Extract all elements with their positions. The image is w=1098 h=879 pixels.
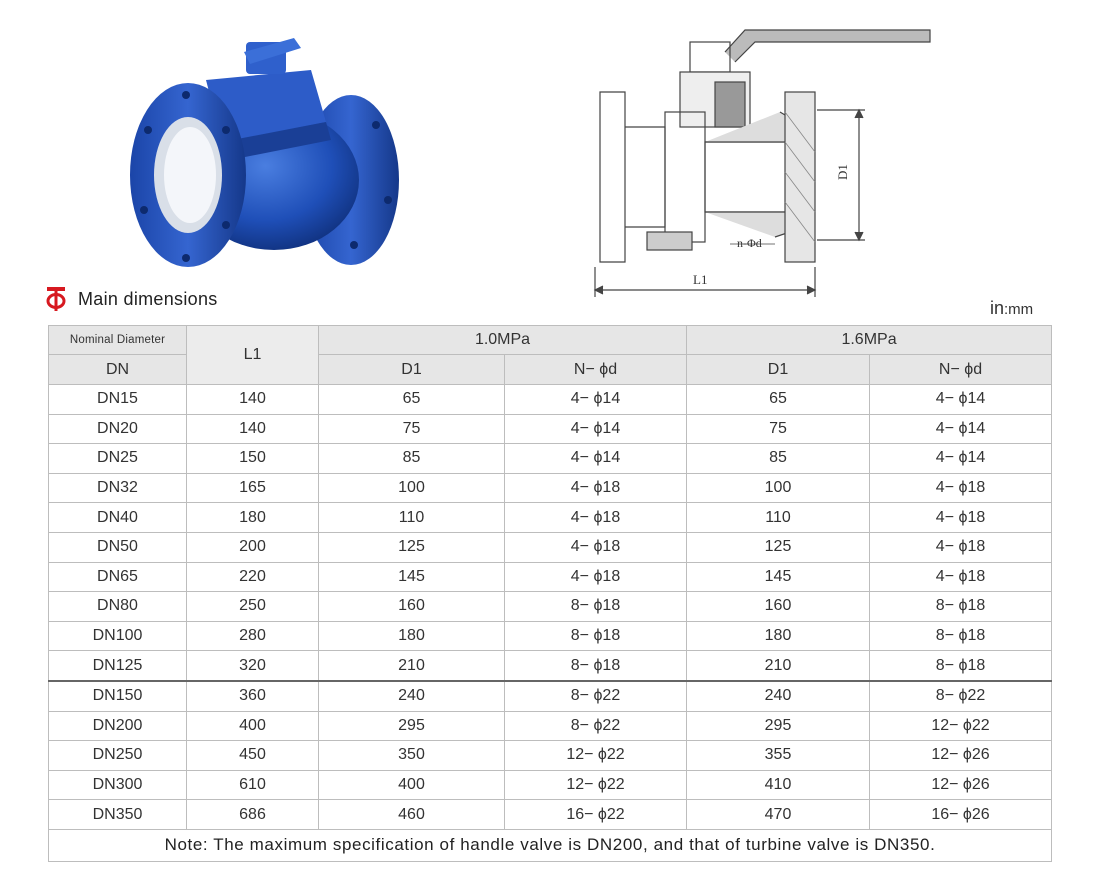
cell-nphid-1-0: 16− ϕ22 bbox=[505, 800, 687, 830]
cell-nphid-1-0: 4− ϕ18 bbox=[505, 503, 687, 533]
cell-nphid-1-6: 4− ϕ18 bbox=[870, 532, 1052, 562]
cell-d1-1-6: 160 bbox=[687, 592, 870, 622]
cell-d1-1-0: 145 bbox=[319, 562, 505, 592]
table-row bbox=[49, 800, 1052, 830]
cell-dn: DN100 bbox=[49, 621, 187, 651]
cell-dn: DN125 bbox=[49, 651, 187, 681]
cell-nphid-1-0: 12− ϕ22 bbox=[505, 770, 687, 800]
table-row bbox=[49, 473, 1052, 503]
cell-dn: DN25 bbox=[49, 444, 187, 474]
cell-d1-1-6: 85 bbox=[687, 444, 870, 474]
cell-dn: DN65 bbox=[49, 562, 187, 592]
header-nphid-1-6: N− ϕd bbox=[870, 355, 1052, 385]
cell-nphid-1-0: 4− ϕ18 bbox=[505, 562, 687, 592]
cell-dn: DN150 bbox=[49, 681, 187, 711]
cell-nphid-1-6: 8− ϕ18 bbox=[870, 651, 1052, 681]
cell-l1: 450 bbox=[187, 741, 319, 771]
cell-d1-1-0: 65 bbox=[319, 385, 505, 415]
header-row-top bbox=[49, 326, 1052, 355]
cell-nphid-1-0: 12− ϕ22 bbox=[505, 741, 687, 771]
valve-section-drawing bbox=[585, 12, 945, 302]
cell-nphid-1-6: 8− ϕ18 bbox=[870, 592, 1052, 622]
cell-d1-1-0: 110 bbox=[319, 503, 505, 533]
cell-d1-1-6: 410 bbox=[687, 770, 870, 800]
drawing-d1-label: D1 bbox=[835, 164, 850, 180]
cell-d1-1-6: 210 bbox=[687, 651, 870, 681]
cell-d1-1-6: 470 bbox=[687, 800, 870, 830]
cell-d1-1-6: 180 bbox=[687, 621, 870, 651]
table-row bbox=[49, 532, 1052, 562]
cell-dn: DN50 bbox=[49, 532, 187, 562]
table-row bbox=[49, 414, 1052, 444]
table-row bbox=[49, 711, 1052, 741]
header-d1-1-6: D1 bbox=[687, 355, 870, 385]
header-dn: DN bbox=[49, 355, 187, 385]
cell-nphid-1-0: 4− ϕ18 bbox=[505, 532, 687, 562]
cell-nphid-1-6: 4− ϕ14 bbox=[870, 414, 1052, 444]
table-row bbox=[49, 385, 1052, 415]
cell-nphid-1-6: 12− ϕ26 bbox=[870, 770, 1052, 800]
cell-nphid-1-0: 8− ϕ22 bbox=[505, 681, 687, 711]
cell-d1-1-0: 240 bbox=[319, 681, 505, 711]
cell-dn: DN200 bbox=[49, 711, 187, 741]
cell-nphid-1-6: 4− ϕ18 bbox=[870, 503, 1052, 533]
cell-nphid-1-0: 4− ϕ18 bbox=[505, 473, 687, 503]
section-heading bbox=[46, 286, 218, 312]
table-row bbox=[49, 562, 1052, 592]
cell-d1-1-6: 110 bbox=[687, 503, 870, 533]
cell-d1-1-0: 85 bbox=[319, 444, 505, 474]
table-note: Note: The maximum specification of handle valve is DN200, and that of turbine valve is DN350. bbox=[49, 829, 1052, 861]
table-row bbox=[49, 444, 1052, 474]
cell-dn: DN350 bbox=[49, 800, 187, 830]
cell-nphid-1-6: 8− ϕ18 bbox=[870, 621, 1052, 651]
header-l1: L1 bbox=[187, 326, 319, 385]
cell-dn: DN20 bbox=[49, 414, 187, 444]
cell-d1-1-0: 180 bbox=[319, 621, 505, 651]
table-row bbox=[49, 592, 1052, 622]
cell-nphid-1-0: 8− ϕ18 bbox=[505, 592, 687, 622]
header-nominal-diameter: Nominal Diameter bbox=[49, 326, 187, 355]
unit-label bbox=[990, 298, 1033, 319]
cell-d1-1-0: 75 bbox=[319, 414, 505, 444]
cell-l1: 140 bbox=[187, 414, 319, 444]
cell-nphid-1-6: 4− ϕ14 bbox=[870, 385, 1052, 415]
cell-nphid-1-0: 8− ϕ22 bbox=[505, 711, 687, 741]
unit-prefix: in bbox=[990, 298, 1005, 318]
cell-nphid-1-0: 4− ϕ14 bbox=[505, 414, 687, 444]
cell-d1-1-0: 350 bbox=[319, 741, 505, 771]
cell-d1-1-0: 460 bbox=[319, 800, 505, 830]
cell-d1-1-6: 100 bbox=[687, 473, 870, 503]
cell-l1: 686 bbox=[187, 800, 319, 830]
header-group-1-6mpa: 1.6MPa bbox=[687, 326, 1052, 355]
header-nphid-1-0: N− ϕd bbox=[505, 355, 687, 385]
section-title: Main dimensions bbox=[78, 288, 218, 309]
table-row bbox=[49, 681, 1052, 711]
cell-d1-1-6: 125 bbox=[687, 532, 870, 562]
unit-value: :mm bbox=[1004, 301, 1034, 318]
cell-l1: 250 bbox=[187, 592, 319, 622]
cell-d1-1-6: 75 bbox=[687, 414, 870, 444]
table-body bbox=[49, 385, 1052, 830]
table-row bbox=[49, 741, 1052, 771]
cell-dn: DN15 bbox=[49, 385, 187, 415]
table-row bbox=[49, 770, 1052, 800]
cell-l1: 360 bbox=[187, 681, 319, 711]
header-group-1-0mpa: 1.0MPa bbox=[319, 326, 687, 355]
cell-d1-1-0: 160 bbox=[319, 592, 505, 622]
note-row bbox=[49, 829, 1052, 861]
cell-l1: 140 bbox=[187, 385, 319, 415]
cell-nphid-1-6: 4− ϕ14 bbox=[870, 444, 1052, 474]
cell-dn: DN300 bbox=[49, 770, 187, 800]
cell-nphid-1-0: 4− ϕ14 bbox=[505, 444, 687, 474]
cell-nphid-1-0: 8− ϕ18 bbox=[505, 651, 687, 681]
drawing-nphid-label: n-Φd bbox=[737, 236, 762, 250]
table-row bbox=[49, 651, 1052, 681]
cell-nphid-1-0: 4− ϕ14 bbox=[505, 385, 687, 415]
cell-d1-1-6: 355 bbox=[687, 741, 870, 771]
valve-product-photo bbox=[126, 30, 416, 275]
cell-nphid-1-0: 8− ϕ18 bbox=[505, 621, 687, 651]
cell-d1-1-6: 240 bbox=[687, 681, 870, 711]
cell-d1-1-0: 210 bbox=[319, 651, 505, 681]
cell-dn: DN250 bbox=[49, 741, 187, 771]
cell-dn: DN32 bbox=[49, 473, 187, 503]
cell-d1-1-0: 125 bbox=[319, 532, 505, 562]
cell-d1-1-0: 400 bbox=[319, 770, 505, 800]
cell-l1: 150 bbox=[187, 444, 319, 474]
cell-l1: 220 bbox=[187, 562, 319, 592]
cell-d1-1-0: 100 bbox=[319, 473, 505, 503]
cell-nphid-1-6: 4− ϕ18 bbox=[870, 562, 1052, 592]
cell-l1: 610 bbox=[187, 770, 319, 800]
header-d1-1-0: D1 bbox=[319, 355, 505, 385]
cell-d1-1-0: 295 bbox=[319, 711, 505, 741]
cell-l1: 400 bbox=[187, 711, 319, 741]
valve-logo-icon bbox=[46, 286, 66, 312]
cell-dn: DN80 bbox=[49, 592, 187, 622]
cell-nphid-1-6: 12− ϕ26 bbox=[870, 741, 1052, 771]
cell-d1-1-6: 145 bbox=[687, 562, 870, 592]
cell-d1-1-6: 295 bbox=[687, 711, 870, 741]
cell-l1: 200 bbox=[187, 532, 319, 562]
table-row bbox=[49, 503, 1052, 533]
dimensions-table bbox=[48, 325, 1052, 862]
cell-l1: 165 bbox=[187, 473, 319, 503]
cell-nphid-1-6: 12− ϕ22 bbox=[870, 711, 1052, 741]
cell-l1: 280 bbox=[187, 621, 319, 651]
drawing-l1-label: L1 bbox=[693, 272, 708, 287]
cell-nphid-1-6: 4− ϕ18 bbox=[870, 473, 1052, 503]
table-row bbox=[49, 621, 1052, 651]
cell-d1-1-6: 65 bbox=[687, 385, 870, 415]
cell-l1: 320 bbox=[187, 651, 319, 681]
cell-l1: 180 bbox=[187, 503, 319, 533]
cell-nphid-1-6: 16− ϕ26 bbox=[870, 800, 1052, 830]
cell-dn: DN40 bbox=[49, 503, 187, 533]
cell-nphid-1-6: 8− ϕ22 bbox=[870, 681, 1052, 711]
